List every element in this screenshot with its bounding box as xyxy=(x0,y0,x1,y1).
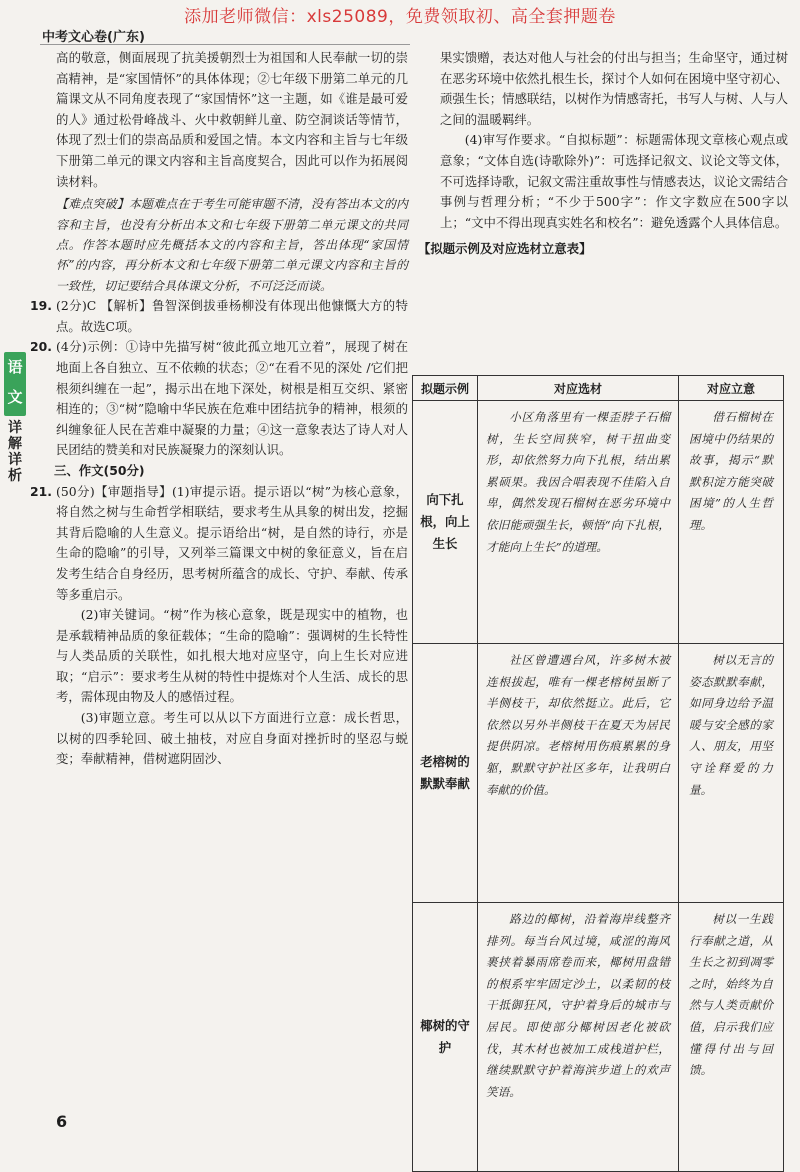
page-number: 6 xyxy=(56,1112,68,1131)
section-composition-heading: 三、作文(50分) xyxy=(54,462,145,478)
watermark: 添加老师微信：xls25089，免费领取初、高全套押题卷 xyxy=(184,7,616,27)
header-meaning: 对应立意 xyxy=(679,376,784,401)
question-21-number: 21. xyxy=(30,483,52,499)
keyword-analysis: (2)审关键词。“树”作为核心意象，既是现实中的植物，也是承载精神品质的象征载体；“生命的隐喻”：强调树的生长特性与人类品质的关联性，如扎根大地对应坚守，向上生长对应进取；“启示”：要求考生从树的特性中提炼对个人生活、成长的思考，需体现由物及人的感悟过程。 xyxy=(56,607,408,705)
right-column xyxy=(418,48,788,264)
question-21 xyxy=(30,482,408,606)
table-row xyxy=(413,903,784,1172)
table-title: 【拟题示例及对应选材立意表】 xyxy=(418,241,592,257)
left-column xyxy=(30,48,408,770)
writing-requirements: (4)审写作要求。“自拟标题”：标题需体现文章核心观点或意象；“文体自选(诗歌除外)”：可选择记叙文、议论文等文体，不可选择诗歌，记叙文需注重故事性与情感表达，议论文需结合事例与哲理分析；“不少于500字”：作文字数应在500字以上；“文中不得出现真实姓名和校名”：避免透露个人具体信息。 xyxy=(440,132,788,230)
row-title: 老榕树的默默奉献 xyxy=(413,644,478,903)
question-19-number: 19. xyxy=(30,298,52,314)
table-row xyxy=(413,644,784,903)
question-19-text: (2分)C 【解析】鲁智深倒拔垂杨柳没有体现出他慷慨大方的特点。故选C项。 xyxy=(56,298,408,334)
header-divider xyxy=(40,44,410,45)
row-material: 社区曾遭遇台风，许多树木被连根拔起，唯有一棵老榕树虽断了半侧枝干，却依然挺立。此后，它依然以另外半侧枝干在夏天为居民提供阴凉。老榕树用伤痕累累的身躯，默默守护社区多年，让我明白奉献的价值。 xyxy=(478,644,679,903)
header-material: 对应选材 xyxy=(478,376,679,401)
table-header-row xyxy=(413,376,784,401)
answer-continuation: 高的敬意，侧面展现了抗美援朝烈士为祖国和人民奉献一切的崇高精神，是“家国情怀”的具体体现；②七年级下册第二单元的几篇课文从不同角度表现了“家国情怀”这一主题，如《谁是最可爱的人》通过松骨峰战斗、火中救朝鲜儿童、防空洞谈话等情节，体现了烈士们的崇高品质和爱国之情。本文内容和主旨与七年级下册第二单元的课文内容和主旨高度契合，因此可以作为拓展阅读材料。 xyxy=(56,50,408,189)
subject-tab: 语文 xyxy=(4,352,26,416)
theme-analysis: (3)审题立意。考生可以从以下方面进行立意：成长哲思，以树的四季轮回、破土抽枝，对应自身面对挫折时的坚忍与蜕变；奉献精神，借树遮阴固沙、 xyxy=(56,710,408,767)
row-meaning: 借石榴树在困境中仍结果的故事，揭示“默默积淀方能突破困境”的人生哲理。 xyxy=(679,401,784,644)
row-title: 椰树的守护 xyxy=(413,903,478,1172)
question-21-text: (50分)【审题指导】(1)审提示语。提示语以“树”为核心意象，将自然之树与生命哲学相联结，要求考生从具象的树出发，挖掘其背后隐喻的人生意义。提示语给出“树，是自然的诗行，亦是生命的隐喻”的引导，又列举三篇课文中树的象征意义，旨在启发考生结合自身经历，思考树所蕴含的成长、守护、奉献、传承等多重启示。 xyxy=(56,483,408,602)
topic-material-table xyxy=(412,375,784,1172)
section-label: 详解详析 xyxy=(8,420,22,484)
question-20 xyxy=(30,337,408,461)
table-row xyxy=(413,401,784,644)
header-title-example: 拟题示例 xyxy=(413,376,478,401)
row-meaning: 树以一生践行奉献之道，从生长之初到凋零之时，始终为自然与人类贡献价值，启示我们应懂得付出与回馈。 xyxy=(679,903,784,1172)
row-material: 小区角落里有一棵歪脖子石榴树，生长空间狭窄，树干扭曲变形，却依然努力向下扎根，结出累累硕果。我因合唱表现不佳陷入自卑，偶然发现石榴树在恶劣环境中依旧能顽强生长，顿悟“向下扎根，才能向上生长”的道理。 xyxy=(478,401,679,644)
difficulty-note: 【难点突破】本题难点在于考生可能审题不清，没有答出本文的内容和主旨，也没有分析出本文和七年级下册第二单元课文的共同点。作答本题时应先概括本文的内容和主旨，答出体现“家国情怀”的内容，再分析本文和七年级下册第二单元课文内容和主旨的一致性，切记要结合具体课文分析，不可泛泛而谈。 xyxy=(56,197,408,293)
question-20-text: (4分)示例：①诗中先描写树“彼此孤立地兀立着”，展现了树在地面上各自独立、互不依赖的状态；②“在看不见的深处 /它们把根须纠缠在一起”，揭示出在地下深处，树根是相互交织、紧密相连的；③“树”隐喻中华民族在危难中团结抗争的精神，根须的纠缠象征人民在苦难中凝聚的力量；④这一意象表达了诗人对人民团结的赞美和对民族凝聚力的深刻认识。 xyxy=(56,339,408,458)
question-20-number: 20. xyxy=(30,339,52,355)
theme-analysis-continued: 果实馈赠，表达对他人与社会的付出与担当；生命坚守，通过树在恶劣环境中依然扎根生长，探讨个人如何在困境中坚守初心、顽强生长；情感联结，以树作为情感寄托，书写人与树、人与人之间的温暖羁绊。 xyxy=(440,50,788,127)
row-meaning: 树以无言的姿态默默奉献，如同身边给予温暖与安全感的家人、朋友，用坚守诠释爱的力量。 xyxy=(679,644,784,903)
row-material: 路边的椰树，沿着海岸线整齐排列。每当台风过境，咸涩的海风裹挟着暴雨席卷而来，椰树用盘错的根系牢牢固定沙土，以柔韧的枝干抵御狂风，守护着身后的城市与居民。即使部分椰树因老化被砍伐，其木材也被加工成栈道护栏，继续默默守护着海滨步道上的欢声笑语。 xyxy=(478,903,679,1172)
page-header: 中考文心卷(广东) xyxy=(42,30,145,45)
row-title: 向下扎根，向上生长 xyxy=(413,401,478,644)
question-19 xyxy=(30,296,408,337)
